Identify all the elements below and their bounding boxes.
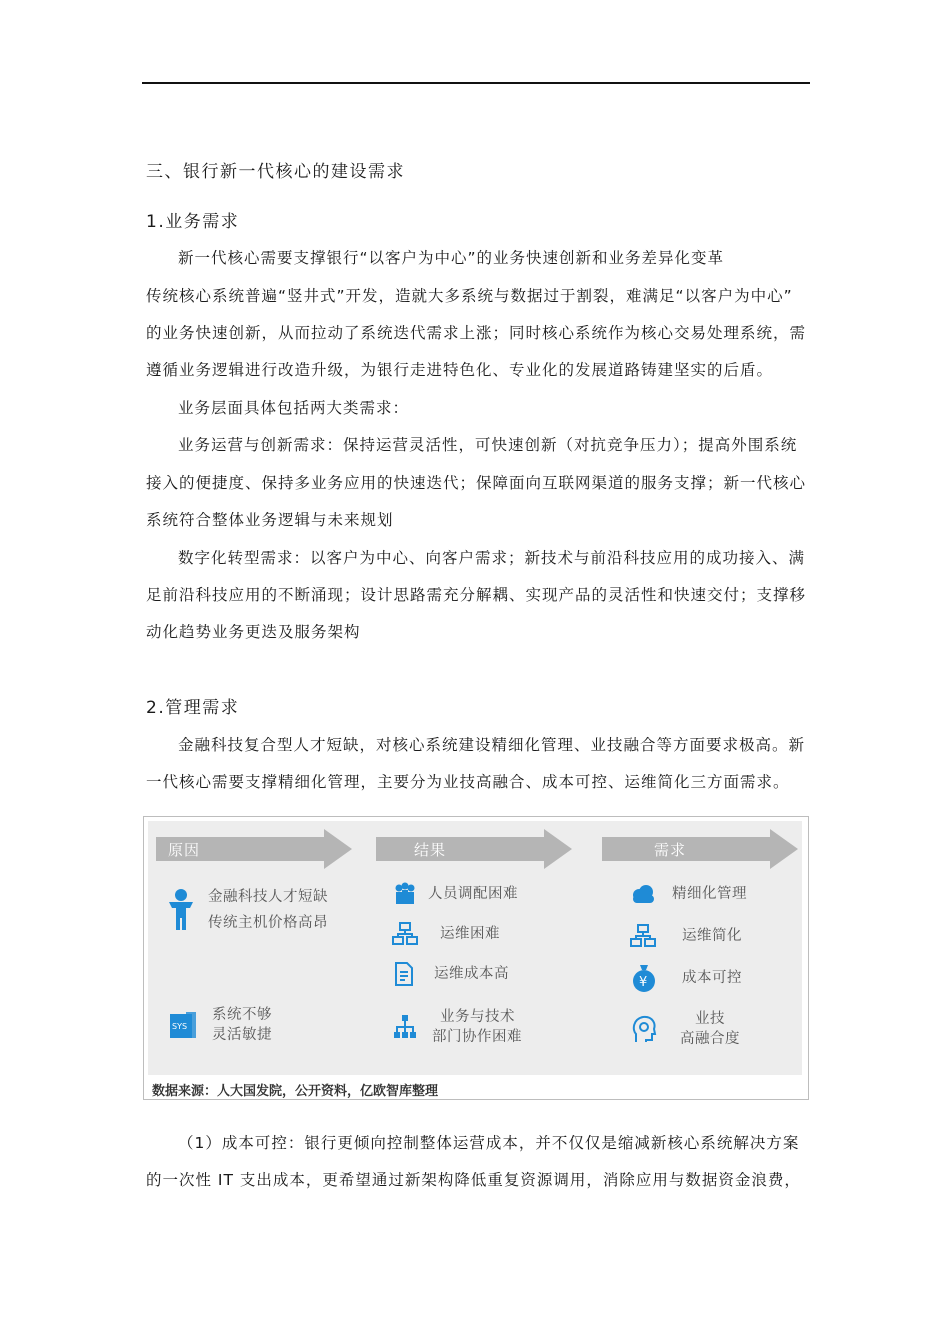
cause-item-system xyxy=(168,1005,272,1045)
result-item xyxy=(392,1007,522,1047)
paragraph-line: 业务层面具体包括两大类需求： xyxy=(178,399,410,417)
need-label: 业技 xyxy=(695,1011,725,1027)
money-bag-icon xyxy=(630,963,658,993)
person-icon xyxy=(166,888,196,932)
paragraph-line: 接入的便捷度、保持多业务应用的快速迭代；保障面向互联网渠道的服务支撑；新一代核心 xyxy=(146,474,807,492)
paragraph-line: 新一代核心需要支撑银行“以客户为中心”的业务快速创新和业务差异化变革 xyxy=(178,249,725,267)
paragraph-line: 金融科技复合型人才短缺，对核心系统建设精细化管理、业技融合等方面要求极高。新 xyxy=(178,736,806,754)
paragraph-line: 的一次性 IT 支出成本，更希望通过新架构降低重复资源调用，消除应用与数据资金浪费， xyxy=(146,1171,801,1189)
result-item xyxy=(392,921,500,947)
sys-icon xyxy=(168,1010,198,1040)
cause-label: 传统主机价格高昂 xyxy=(208,915,328,931)
paragraph-line: 遵循业务逻辑进行改造升级，为银行走进特色化、专业化的发展道路铸建坚实的后盾。 xyxy=(146,361,774,379)
business-needs-heading: 1.业务需求 xyxy=(146,212,240,232)
result-label: 业务与技术 xyxy=(440,1009,515,1025)
header-rule xyxy=(142,82,810,84)
result-item xyxy=(392,881,518,907)
result-label: 运维成本高 xyxy=(434,966,509,982)
need-item xyxy=(630,881,747,907)
cause-item-talent xyxy=(166,887,328,933)
result-label: 运维困难 xyxy=(440,926,500,942)
need-item xyxy=(630,1009,740,1049)
document-icon xyxy=(392,961,418,987)
need-label: 高融合度 xyxy=(680,1031,740,1047)
cause-result-need-figure xyxy=(143,816,809,1100)
cause-arrow xyxy=(156,829,352,869)
gear-head-icon xyxy=(630,1014,658,1044)
need-arrow xyxy=(602,829,798,869)
result-header: 结果 xyxy=(414,841,447,859)
need-label: 成本可控 xyxy=(682,970,742,986)
paragraph-line: 系统符合整体业务逻辑与未来规划 xyxy=(146,511,394,529)
paragraph-line: 的业务快速创新，从而拉动了系统迭代需求上涨；同时核心系统作为核心交易处理系统，需 xyxy=(146,324,807,342)
paragraph-line: 传统核心系统普遍“竖井式”开发，造就大多系统与数据过于割裂，难满足“以客户为中心” xyxy=(146,287,793,305)
paragraph-line: 足前沿科技应用的不断涌现；设计思路需充分解耦、实现产品的灵活性和快速交付；支撑移 xyxy=(146,586,807,604)
result-item xyxy=(392,961,509,987)
result-label: 人员调配困难 xyxy=(428,886,518,902)
result-label: 部门协作困难 xyxy=(432,1029,522,1045)
section-title: 三、银行新一代核心的建设需求 xyxy=(146,162,405,182)
people-icon xyxy=(392,881,418,907)
cause-label: 灵活敏捷 xyxy=(212,1027,272,1043)
need-item xyxy=(630,923,742,949)
paragraph-line: 动化趋势业务更迭及服务架构 xyxy=(146,623,361,641)
cloud-icon xyxy=(630,881,656,907)
svg-text:SYS: SYS xyxy=(172,1022,188,1031)
figure-panel xyxy=(148,821,802,1075)
need-header: 需求 xyxy=(654,841,687,859)
management-needs-heading: 2.管理需求 xyxy=(146,698,240,718)
svg-text:¥: ¥ xyxy=(639,975,648,990)
network-icon xyxy=(392,921,418,947)
cause-label: 金融科技人才短缺 xyxy=(208,889,328,905)
paragraph-line: （1）成本可控：银行更倾向控制整体运营成本，并不仅仅是缩减新核心系统解决方案 xyxy=(178,1134,800,1152)
cause-label: 系统不够 xyxy=(212,1007,272,1023)
network-icon xyxy=(630,923,656,949)
paragraph-line: 一代核心需要支撑精细化管理，主要分为业技高融合、成本可控、运维简化三方面需求。 xyxy=(146,773,790,791)
need-item xyxy=(630,963,742,993)
figure-source-note: 数据来源：人大国发院，公开资料，亿欧智库整理 xyxy=(152,1084,439,1099)
paragraph-line: 业务运营与创新需求：保持运营灵活性，可快速创新（对抗竞争压力）；提高外围系统 xyxy=(178,436,798,454)
hierarchy-icon xyxy=(392,1014,418,1040)
need-label: 精细化管理 xyxy=(672,886,747,902)
need-label: 运维简化 xyxy=(682,928,742,944)
paragraph-line: 数字化转型需求：以客户为中心、向客户需求；新技术与前沿科技应用的成功接入、满 xyxy=(178,549,806,567)
result-arrow xyxy=(376,829,572,869)
cause-header: 原因 xyxy=(168,841,201,859)
